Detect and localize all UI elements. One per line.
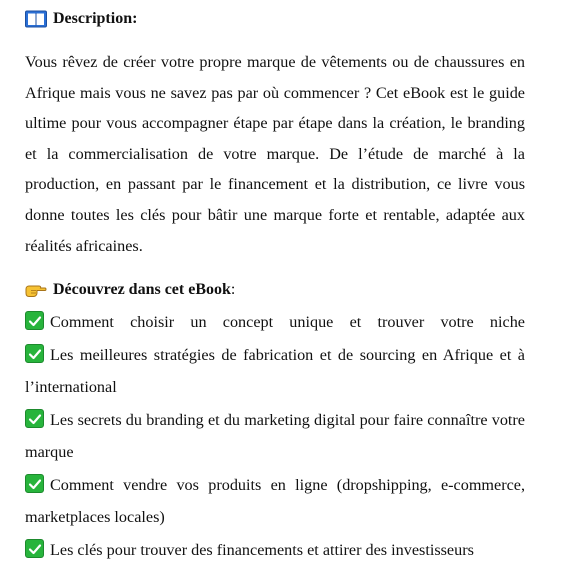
list-item: [25, 469, 525, 534]
check-mark-icon: [25, 311, 44, 330]
list-item: [25, 534, 525, 567]
description-heading: [25, 9, 525, 29]
check-mark-icon: [25, 474, 44, 493]
list-item-text: Les meilleures stratégies de fabrication et de sourcing en Afrique et à l’international: [25, 345, 525, 397]
discover-heading: [25, 279, 525, 301]
discover-suffix: :: [230, 281, 236, 299]
list-item: [25, 339, 525, 404]
check-mark-icon: [25, 539, 44, 558]
list-item-text: Comment choisir un concept unique et trouver votre niche: [50, 313, 525, 332]
feature-list: [25, 306, 525, 566]
list-item-text: Comment vendre vos produits en ligne (dropshipping, e-commerce, marketplaces locales): [25, 475, 525, 527]
ebook-description: [25, 0, 525, 566]
list-item: [25, 306, 525, 339]
open-book-icon: [25, 10, 47, 28]
description-title: Description:: [53, 10, 138, 27]
check-mark-icon: [25, 344, 44, 363]
list-item-text: Les secrets du branding et du marketing digital pour faire connaître votre marque: [25, 410, 525, 462]
discover-title: Découvrez dans cet eBook: [53, 281, 231, 299]
check-mark-icon: [25, 409, 44, 428]
list-item: [25, 404, 525, 469]
pointing-hand-icon: [25, 281, 47, 299]
list-item-text: Les clés pour trouver des financements et attirer des investisseurs: [50, 540, 474, 559]
description-paragraph: Vous rêvez de créer votre propre marque de vêtements ou de chaussures en Afrique mais vous ne savez pas par où commencer ? Cet eBook est le guide ultime pour vous accompagner étape par étape dans la création, le branding et la commercialisation de votre marque. De l’étude de marché à la production, en passant par le financement et la distribution, ce livre vous donne toutes les clés pour bâtir une marque forte et rentable, adaptée aux réalités africaines.: [25, 53, 525, 255]
